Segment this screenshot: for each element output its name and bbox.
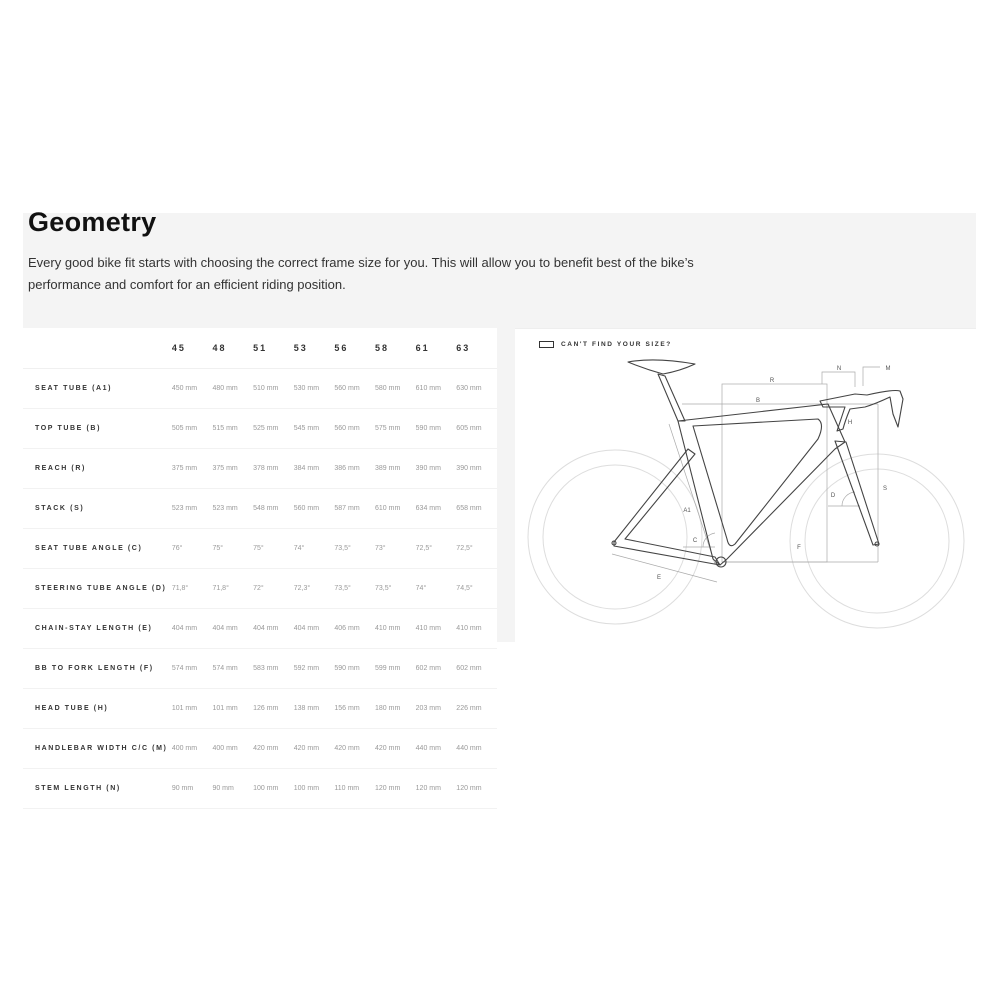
front-wheel-outer: [790, 454, 964, 628]
table-cell: 580 mm: [375, 385, 401, 392]
column-divider: [497, 328, 515, 642]
table-cell: 605 mm: [456, 425, 482, 432]
table-cell: 404 mm: [171, 625, 198, 632]
table-cell: 203 mm: [415, 705, 441, 712]
table-cell: 420 mm: [293, 745, 320, 752]
size-column-header: 58: [375, 343, 390, 353]
table-cell: 523 mm: [212, 505, 238, 512]
table-cell: 480 mm: [212, 385, 238, 392]
table-cell: 410 mm: [375, 625, 401, 632]
table-cell: 560 mm: [293, 505, 320, 512]
table-cell: 583 mm: [253, 665, 279, 672]
row-label: STEM LENGTH (N): [35, 785, 121, 792]
table-cell: 510 mm: [253, 385, 279, 392]
frame-main-triangle: [678, 404, 845, 565]
table-cell: 90 mm: [212, 785, 234, 792]
saddle: [628, 360, 695, 374]
size-column-header: 45: [171, 343, 186, 353]
table-cell: 634 mm: [415, 505, 441, 512]
row-label: STEERING TUBE ANGLE (D): [35, 585, 167, 592]
row-label: CHAIN-STAY LENGTH (E): [35, 625, 153, 632]
table-cell: 120 mm: [415, 785, 441, 792]
table-cell: 75°: [253, 545, 264, 552]
table-cell: 602 mm: [415, 665, 441, 672]
table-cell: 599 mm: [375, 665, 401, 672]
table-cell: 390 mm: [456, 465, 482, 472]
size-column-header: 63: [456, 343, 471, 353]
table-cell: 110 mm: [334, 785, 360, 792]
dim-label-c: C: [692, 538, 698, 544]
table-cell: 610 mm: [375, 505, 401, 512]
table-cell: 658 mm: [456, 505, 482, 512]
table-cell: 74°: [415, 585, 427, 592]
table-cell: 100 mm: [293, 785, 320, 792]
dim-label-n: N: [836, 366, 842, 372]
cant-find-size-label: CAN'T FIND YOUR SIZE?: [561, 341, 672, 348]
table-cell: 389 mm: [375, 465, 401, 472]
table-cell: 156 mm: [334, 705, 360, 712]
table-cell: 505 mm: [171, 425, 198, 432]
size-column-header: 56: [334, 343, 349, 353]
table-cell: 400 mm: [212, 745, 238, 752]
rear-wheel-outer: [528, 450, 702, 624]
table-cell: 545 mm: [293, 425, 320, 432]
table-cell: 73°: [375, 545, 386, 552]
table-cell: 72,3°: [293, 585, 311, 592]
table-cell: 375 mm: [171, 465, 198, 472]
rear-wheel-inner: [543, 465, 687, 609]
table-cell: 410 mm: [456, 625, 482, 632]
table-cell: 73,5°: [334, 585, 351, 592]
table-cell: 560 mm: [334, 425, 360, 432]
table-cell: 590 mm: [415, 425, 441, 432]
size-column-header: 53: [293, 343, 308, 353]
front-wheel-inner: [805, 469, 949, 613]
table-cell: 575 mm: [375, 425, 401, 432]
row-label: BB TO FORK LENGTH (F): [35, 665, 154, 672]
row-label: STACK (S): [35, 505, 85, 512]
table-cell: 404 mm: [293, 625, 320, 632]
size-column-header: 61: [415, 343, 430, 353]
table-cell: 73,5°: [334, 545, 351, 552]
table-cell: 404 mm: [212, 625, 238, 632]
table-cell: 390 mm: [415, 465, 441, 472]
table-cell: 384 mm: [293, 465, 320, 472]
table-row: [23, 769, 497, 809]
table-cell: 90 mm: [171, 785, 194, 792]
table-cell: 100 mm: [253, 785, 279, 792]
table-cell: 138 mm: [293, 705, 320, 712]
table-row: [23, 369, 497, 409]
table-cell: 101 mm: [212, 705, 238, 712]
table-cell: 548 mm: [253, 505, 279, 512]
row-label: REACH (R): [35, 465, 86, 472]
table-cell: 592 mm: [293, 665, 320, 672]
dim-label-e: E: [656, 575, 662, 581]
table-cell: 74°: [293, 545, 305, 552]
intro-text: Every good bike fit starts with choosing the correct frame size for you. This will allow you to benefit best of the bike’s performance and comfort for an efficient riding position.: [28, 255, 694, 292]
table-row: [23, 649, 497, 689]
table-cell: 560 mm: [334, 385, 360, 392]
row-label: HEAD TUBE (H): [35, 705, 109, 712]
dim-label-s: S: [882, 486, 888, 492]
table-row: [23, 409, 497, 449]
table-cell: 75°: [212, 545, 224, 552]
table-cell: 400 mm: [171, 745, 198, 752]
table-cell: 404 mm: [253, 625, 279, 632]
table-cell: 602 mm: [456, 665, 482, 672]
table-cell: 450 mm: [171, 385, 198, 392]
seatpost: [658, 374, 685, 421]
table-cell: 590 mm: [334, 665, 360, 672]
table-cell: 74,5°: [456, 585, 473, 592]
table-cell: 574 mm: [171, 665, 198, 672]
table-cell: 72,5°: [456, 545, 473, 552]
table-cell: 180 mm: [375, 705, 401, 712]
table-row: [23, 729, 497, 769]
table-cell: 71,8°: [212, 585, 229, 592]
bike-diagram: [515, 328, 976, 643]
table-cell: 420 mm: [253, 745, 279, 752]
table-row: [23, 489, 497, 529]
geometry-table: [23, 328, 497, 809]
table-cell: 71,8°: [171, 585, 189, 592]
table-cell: 73,5°: [375, 585, 392, 592]
row-label: TOP TUBE (B): [35, 425, 101, 432]
table-row: [23, 569, 497, 609]
size-header-row: [23, 328, 497, 369]
table-cell: 530 mm: [293, 385, 320, 392]
table-cell: 226 mm: [456, 705, 482, 712]
table-cell: 525 mm: [253, 425, 279, 432]
table-cell: 120 mm: [375, 785, 401, 792]
table-cell: 120 mm: [456, 785, 482, 792]
table-cell: 440 mm: [456, 745, 482, 752]
table-cell: 610 mm: [415, 385, 441, 392]
dim-label-r: R: [769, 378, 775, 384]
table-cell: 420 mm: [334, 745, 360, 752]
table-cell: 72°: [253, 585, 264, 592]
handlebar: [820, 391, 903, 432]
bike-geometry-drawing: [515, 329, 976, 643]
row-label: HANDLEBAR WIDTH C/C (M): [35, 745, 168, 752]
table-cell: 523 mm: [171, 505, 198, 512]
table-row: [23, 689, 497, 729]
row-label: SEAT TUBE (A1): [35, 385, 113, 392]
table-row: [23, 529, 497, 569]
dim-label-h: H: [847, 420, 853, 426]
size-column-header: 48: [212, 343, 227, 353]
table-cell: 515 mm: [212, 425, 238, 432]
table-cell: 72,5°: [415, 545, 433, 552]
page-title: Geometry: [28, 207, 157, 237]
table-cell: 420 mm: [375, 745, 401, 752]
dim-label-f: F: [797, 545, 801, 551]
table-row: [23, 449, 497, 489]
table-cell: 406 mm: [334, 625, 360, 632]
dim-label-d: D: [830, 493, 836, 499]
row-label: SEAT TUBE ANGLE (C): [35, 545, 143, 552]
table-cell: 587 mm: [334, 505, 360, 512]
table-cell: 410 mm: [415, 625, 441, 632]
size-column-header: 51: [253, 343, 268, 353]
table-row: [23, 609, 497, 649]
dim-label-a1: A1: [683, 508, 691, 514]
table-cell: 126 mm: [253, 705, 279, 712]
dim-label-m: M: [885, 366, 891, 372]
table-cell: 440 mm: [415, 745, 441, 752]
table-cell: 378 mm: [253, 465, 279, 472]
table-cell: 574 mm: [212, 665, 238, 672]
handlebar-dimension: [863, 367, 880, 386]
table-cell: 76°: [171, 545, 183, 552]
table-cell: 101 mm: [171, 705, 198, 712]
dim-label-b: B: [755, 398, 761, 404]
table-cell: 375 mm: [212, 465, 238, 472]
table-cell: 630 mm: [456, 385, 482, 392]
chainstay-dimension: [612, 554, 717, 582]
table-cell: 386 mm: [334, 465, 360, 472]
